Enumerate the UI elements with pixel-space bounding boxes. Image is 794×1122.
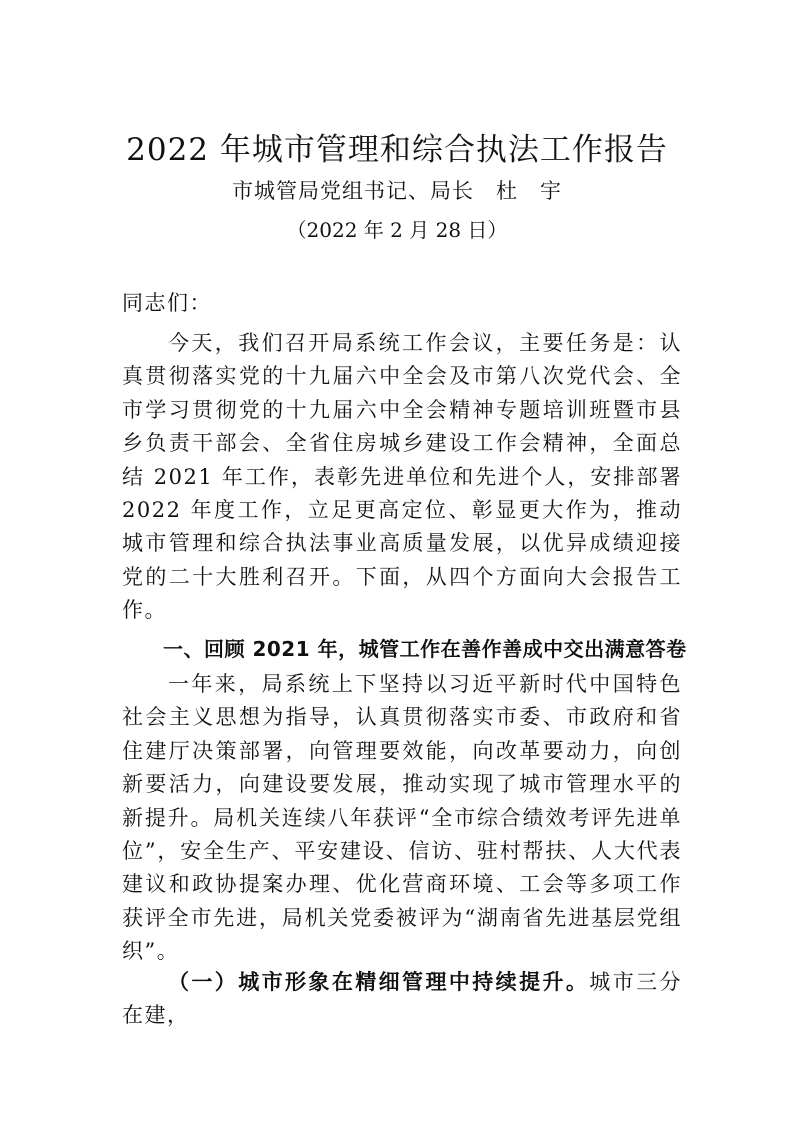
subsection-text-1: 城市三分在建，	[122, 970, 683, 1028]
subsection-heading-1: （一）城市形象在精细管理中持续提升。	[168, 969, 590, 994]
salutation: 同志们：	[122, 291, 212, 315]
report-date: （2022 年 2 月 28 日）	[286, 218, 508, 242]
report-author: 市城管局党组书记、局长 杜 宇	[232, 179, 562, 203]
section-heading-1: 一、回顾 2021 年，城管工作在善作善成中交出满意答卷	[163, 637, 687, 661]
paragraph-review: 一年来，局系统上下坚持以习近平新时代中国特色社会主义思想为指导，认真贯彻落实市委、市政府和省住建厅决策部署，向管理要效能，向改革要动力，向创新要活力，向建设要发展，推动实现了城市管理水平的新提升。局机关连续八年获评“全市综合绩效考评先进单位”，安全生产、平安建设、信访、驻村帮扶、人大代表建议和政协提案办理、优化营商环境、工会等多项工作获评全市先进，局机关党委被评为“湖南省先进基层党组织”。	[122, 672, 682, 964]
paragraph-subsection-1	[122, 965, 682, 1033]
report-title: 2022 年城市管理和综合执法工作报告	[126, 132, 668, 168]
paragraph-intro: 今天，我们召开局系统工作会议，主要任务是：认真贯彻落实党的十九届六中全会及市第八次党代会、全市学习贯彻党的十九届六中全会精神专题培训班暨市县乡负责干部会、全省住房城乡建设工作会精神，全面总结 2021 年工作，表彰先进单位和先进个人，安排部署 2022 年度工作，立足更高定位、彰显更大作为，推动城市管理和综合执法事业高质量发展，以优异成绩迎接党的二十大胜利召开。下面，从四个方面向大会报告工作。	[122, 331, 682, 623]
